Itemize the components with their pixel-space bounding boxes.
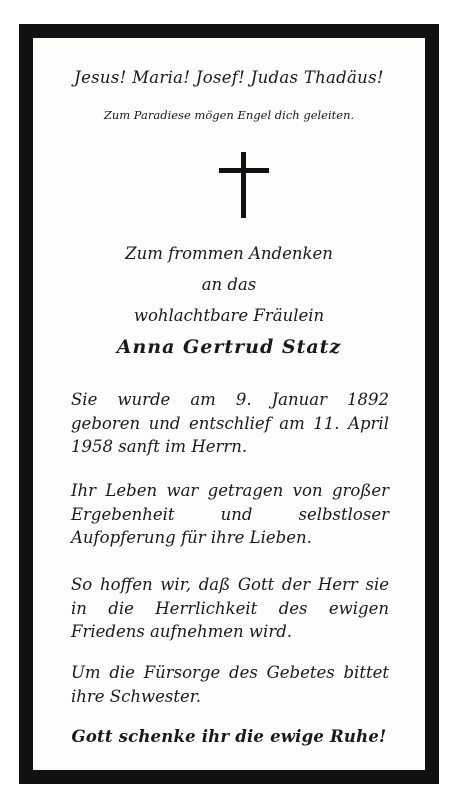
black-mourning-border — [19, 24, 439, 784]
prayer-request-paragraph: Um die Fürsorge des Gebetes bittet ihre Schwester. — [71, 663, 389, 706]
cross-vertical-beam — [241, 152, 246, 218]
cross-horizontal-beam — [219, 168, 269, 173]
blessing-line: Zum Paradiese mögen Engel dich geleiten. — [103, 108, 355, 122]
closing-blessing: Gott schenke ihr die ewige Ruhe! — [71, 727, 387, 746]
invocation-line: Jesus! Maria! Josef! Judas Thadäus! — [74, 68, 384, 87]
memorial-line-3: wohlachtbare Fräulein — [133, 306, 325, 325]
card-content — [33, 38, 425, 770]
life-dates-paragraph: Sie wurde am 9. Januar 1892 geboren und entschlief am 11. April 1958 sanft im Herrn. — [71, 390, 389, 456]
devotion-paragraph: Ihr Leben war getragen von großer Ergebenheit und selbstloser Aufopferung für ihre Lieben. — [71, 481, 389, 547]
memorial-line-2: an das — [201, 275, 257, 294]
latin-cross-icon — [219, 152, 269, 218]
hope-paragraph: So hoffen wir, daß Gott der Herr sie in die Herrlichkeit des ewigen Friedens aufnehmen wird. — [71, 575, 389, 641]
memorial-line-1: Zum frommen Andenken — [125, 244, 333, 263]
memorial-heading — [33, 238, 425, 331]
deceased-name: Anna Gertrud Statz — [116, 336, 342, 358]
